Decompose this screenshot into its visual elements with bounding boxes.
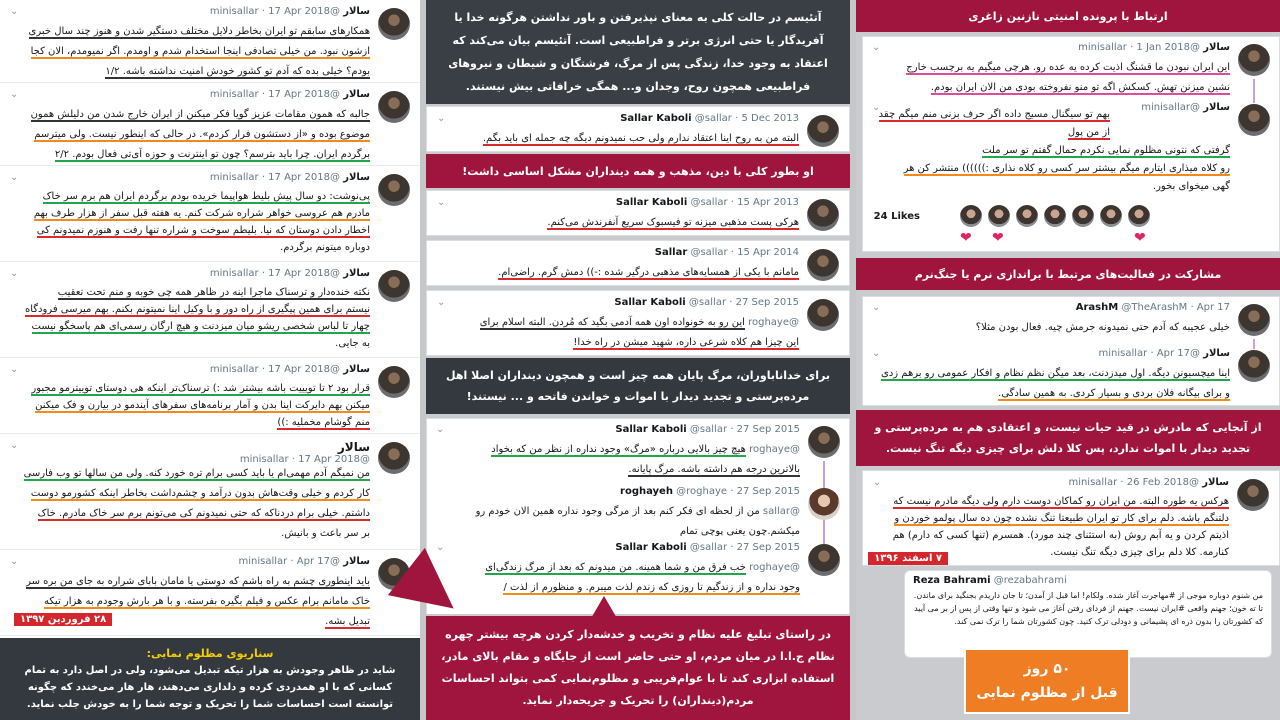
tweet-handle[interactable]: @minisallar xyxy=(1098,348,1201,359)
tweet-line: مادرم هم عروسی خواهر شراره شرکت کنم. یه هفته قبل سفر از هزار طرف بهم xyxy=(33,208,370,219)
tweet-line: من نمیگم آدم مهمی‌ام یا باید کسی برام تره خورد کنه. ولی من سالها تو وب فارسی xyxy=(23,468,370,479)
tweet-card[interactable] xyxy=(426,480,850,536)
reply-mention[interactable]: @roghaye xyxy=(749,444,800,455)
tweet-handle[interactable]: @minisallar xyxy=(1078,42,1201,53)
tweet-card[interactable] xyxy=(862,342,1280,404)
tweet-handle[interactable]: @sallar xyxy=(694,113,732,124)
tweet-line: میکشم.چون یعنی پوچی تمام xyxy=(679,526,800,536)
tweet-text xyxy=(14,380,370,431)
banner xyxy=(856,410,1280,466)
intro-box xyxy=(426,0,850,104)
tweet-author[interactable]: Sallar Kaboli xyxy=(615,542,687,553)
tweet-text xyxy=(14,188,370,256)
heart-icon: ❤ xyxy=(1134,230,1146,246)
avatar[interactable] xyxy=(1238,44,1270,76)
chevron-down-icon[interactable]: ⌄ xyxy=(10,440,19,451)
tweet-card[interactable] xyxy=(0,358,420,434)
tweet-handle[interactable]: @minisallar xyxy=(209,364,341,375)
tweet-handle[interactable]: @sallar xyxy=(690,197,728,208)
avatar[interactable] xyxy=(808,544,840,576)
tweet-date[interactable]: · 17 Apr 2018 xyxy=(261,268,331,279)
tweet-line: و برای بیگانه فلان بردی و بسیار کردی. به همین سادگی. xyxy=(998,388,1230,399)
left-column xyxy=(0,0,420,720)
tweet-line: هیچ چیز بالایی درباره «مرگ» وجود نداره از نظر من که بخواد xyxy=(491,444,746,455)
tweet-handle[interactable]: @roghaye xyxy=(676,486,728,497)
tweet-card[interactable] xyxy=(426,240,850,286)
tweet-text xyxy=(441,263,799,283)
tweet-author[interactable]: roghayeh xyxy=(620,486,673,497)
avatar[interactable] xyxy=(1044,205,1066,227)
tweet-card[interactable] xyxy=(426,190,850,236)
tweet-text xyxy=(876,58,1230,96)
chevron-down-icon[interactable]: ⌄ xyxy=(872,102,881,113)
tweet-line: این ایران نبودن ما قشنگ اذیت کرده یه عده رو. هرچی میگیم یه برچسب خارج xyxy=(906,62,1230,73)
tweet-author[interactable]: سالار xyxy=(343,556,370,567)
quote-author[interactable]: Reza Bahrami xyxy=(913,575,991,586)
avatar[interactable] xyxy=(960,205,982,227)
tweet-text xyxy=(441,313,799,353)
tweet-card[interactable] xyxy=(0,166,420,262)
tweet-text xyxy=(876,364,1230,404)
tweet-author[interactable]: سالار xyxy=(343,364,370,375)
tweet-text xyxy=(441,213,799,233)
heart-icon: ❤ xyxy=(992,230,1004,246)
quote-header[interactable] xyxy=(913,575,1067,586)
right-column xyxy=(856,0,1280,720)
banner-text: مشارکت در فعالیت‌های مرتبط با براندازی نرم یا جنگ‌نرم xyxy=(914,267,1222,281)
banner-text: او بطور کلی با دین، مذهب و همه دینداران مشکل اساسی داشت! xyxy=(462,164,814,178)
tweet-line: پی‌نوشت: دو سال پیش بلیط هواپیما خریده بودم برگردم ایران هم برم سر خاک xyxy=(42,191,370,202)
chevron-down-icon[interactable]: ⌄ xyxy=(437,297,446,308)
chevron-down-icon[interactable]: ⌄ xyxy=(873,477,882,488)
chevron-down-icon[interactable]: ⌄ xyxy=(10,268,19,279)
tweet-author[interactable]: Sallar xyxy=(654,247,688,258)
avatar[interactable] xyxy=(808,426,840,458)
tweet-card[interactable] xyxy=(862,36,1280,96)
tweet-date[interactable]: · 27 Sep 2015 xyxy=(730,486,800,497)
tweet-line: موضوع بوده و «از دستشون فرار کردم». در حالی که اینطور نیست. ولی میترسم xyxy=(34,129,370,140)
chevron-down-icon[interactable]: ⌄ xyxy=(437,113,446,124)
tweet-line: هرکس یه طوره البته. من ایران رو کماکان دوست دارم ولی دیگه مادرم نیست که xyxy=(893,496,1229,507)
tweet-line: همکارهای سابقم تو ایران بخاطر دلایل مختلف دستگیر شدن و هنوز چند سال خبری xyxy=(28,26,370,37)
tweet-date[interactable]: · 15 Apr 2013 xyxy=(730,197,799,208)
avatar[interactable] xyxy=(988,205,1010,227)
tweet-author[interactable]: سالار xyxy=(1203,42,1230,53)
chevron-down-icon[interactable]: ⌄ xyxy=(10,89,19,100)
days-count: ۵۰ روز xyxy=(1023,661,1071,677)
tweet-handle[interactable]: @minisallar xyxy=(239,454,370,465)
tweet-line: بودم؟ خیلی بده که آدم تو کشور خودش امنیت نداشته باشه. ۱/۲ xyxy=(105,66,370,77)
tweet-line: گرفتی که نتونی مظلوم نمایی نکردم حمال گفتم تو سر ملت xyxy=(982,145,1230,156)
tweet-date[interactable]: · 15 Apr 2014 xyxy=(730,247,799,258)
tweet-line: بالاترین درجه هم داشته باشه. مرگ پایانه. xyxy=(628,464,800,475)
scenario-text: شاید در ظاهر وجودش به هزار تیکه تبدیل می‌شود، ولی در اصل دارد به تمام کسانی که با او همدردی کرده و دلداری می‌دهند، هار هار می‌خندد که چگونه توانسته است احساسات شما را تحریک و توجه شما را به خودش جلب نماید. xyxy=(24,665,396,710)
tweet-line: کنارمه. کلا دلم برای چیزی دیگه تنگ نیست. xyxy=(1050,547,1229,558)
likes-count[interactable]: 24 Likes xyxy=(873,211,920,222)
avatar[interactable] xyxy=(807,299,839,331)
avatar[interactable] xyxy=(808,488,840,520)
tweet-author[interactable]: سالار xyxy=(1202,477,1229,488)
tweet-handle[interactable]: @minisallar xyxy=(209,172,341,183)
avatar[interactable] xyxy=(378,174,410,206)
tweet-text xyxy=(876,318,1230,338)
tweet-author[interactable]: سالار xyxy=(1203,348,1230,359)
tweet-line: به جایی. xyxy=(335,338,370,349)
tweet-author[interactable]: ArashM xyxy=(1075,302,1119,313)
quote-handle[interactable]: @rezabahrami xyxy=(993,575,1067,586)
tweet-text xyxy=(14,284,370,352)
chevron-down-icon[interactable]: ⌄ xyxy=(10,6,19,17)
chevron-down-icon[interactable]: ⌄ xyxy=(10,364,19,375)
chevron-down-icon[interactable]: ⌄ xyxy=(872,348,881,359)
tweet-text xyxy=(14,22,370,82)
tweet-line: چهار تا لباس شخصی ریشو میان میزدنت و هیچ ارگان رسمی‌ای هم پاسخگو نیست xyxy=(31,321,370,332)
tweet-text xyxy=(877,493,1229,561)
tweet-text xyxy=(440,502,800,536)
date-badge: ۲۸ فروردین ۱۳۹۷ xyxy=(14,613,112,626)
tweet-line: اینا میچسبونن دیگه. اول میدزدنت، بعد میگن نظم نظام و افکار عمومی رو برهم زدی xyxy=(881,368,1230,379)
tweet-line: کار کردم و خیلی وقت‌هاش بدون درآمد و چشم‌داشت بخاطر اینکه کشورمو دوست xyxy=(30,488,370,499)
tweet-text xyxy=(876,106,1230,196)
tweet-line: مامانم با یکی از همسایه‌های مذهبی درگیر شده :-)) دمش گرم. راضی‌ام. xyxy=(498,267,799,278)
tweet-line: بهم تو سیگنال مسیج داده اگر حرف بزنی منم میگم چقد از من پول xyxy=(878,109,1110,138)
tweet-text xyxy=(14,464,370,544)
tweet-line: خیلی عجیبه که آدم حتی نمیدونه جرمش چیه. فعال بودن مثلا؟ xyxy=(975,322,1230,333)
banner-text: برای خداناباوران، مرگ پایان همه چیز است و همچون دینداران اصلا اهل مرده‌پرستی و تجدید دیدار با اموات و خواندن فاتحه و ... نیستند! xyxy=(446,369,830,403)
middle-column xyxy=(426,0,850,720)
tweet-line: گهی میخوای بخور. xyxy=(1152,181,1230,192)
avatar[interactable] xyxy=(1238,350,1270,382)
reply-mention[interactable]: @sallar xyxy=(762,506,800,517)
tweet-author[interactable]: Sallar Kaboli xyxy=(615,197,688,208)
reply-mention[interactable]: @roghaye xyxy=(749,562,800,573)
tweet-card[interactable] xyxy=(0,83,420,166)
bottom-text: در راستای تبلیغ علیه نظام و تخریب و خدشه‌دار کردن هرچه بیشتر چهره نظام ج.ا.ا در میان مردم، او حتی حاضر است از جایگاه و مقام بالای مادر، استفاده ابزاری کند تا با عوام‌فریبی و مظلوم‌نمایی کمی بتواند احساسات مردم(دینداران) را تحریک و جریحه‌دار نماید. xyxy=(441,628,835,707)
avatar[interactable] xyxy=(378,442,410,474)
tweet-date[interactable]: · 17 Apr 2018 xyxy=(291,454,360,465)
tweet-author[interactable]: سالار xyxy=(1203,102,1230,113)
tweet-line: باید اینطوری چشم به راه باشم که دوستی یا مامان بابای شراره به جای من بره سر xyxy=(26,576,370,587)
tweet-line: دوباره میتونم برگردم. xyxy=(280,242,370,253)
avatar[interactable] xyxy=(378,366,410,398)
tweet-line: نشین میزنن تهش. کسکش اگه تو منو نفروخته بودی من الان ایران بودم. xyxy=(930,82,1230,93)
avatar[interactable] xyxy=(1238,304,1270,336)
tweet-date[interactable]: · 1 Jan 2018 xyxy=(1130,42,1191,53)
tweet-line: قرار بود ۲ تا تویییت باشه بیشتر شد :) ترسناک‌تر اینکه هی دوستای توییترمو مجبور xyxy=(31,383,370,394)
tweet-card[interactable] xyxy=(426,290,850,356)
scenario-box xyxy=(0,638,420,720)
tweet-author[interactable]: سالار xyxy=(343,89,370,100)
tweet-line: این رو به خونواده اون همه آدمی بگید که مُردن. البته اسلام برای xyxy=(479,317,745,328)
chevron-down-icon[interactable]: ⌄ xyxy=(872,302,881,313)
chevron-down-icon[interactable]: ⌄ xyxy=(10,556,19,567)
tweet-date[interactable]: · 27 Sep 2015 xyxy=(730,424,800,435)
tweet-line: میکنن بهم دایرکت اینا بدن و آمار برنامه‌های سفرهای آیندمو در بیارن و فک میکنن xyxy=(35,400,370,411)
avatar[interactable] xyxy=(1237,479,1269,511)
tweet-line: البته من به روح اینا اعتقاد ندارم ولی حب نمیدونم دیگه چه جمله ای باید بگم. xyxy=(482,133,799,144)
tweet-date[interactable]: · Apr 17 xyxy=(290,556,331,567)
tweet-card[interactable] xyxy=(0,262,420,358)
tweet-text xyxy=(441,129,799,149)
tweet-author[interactable]: سالار xyxy=(343,172,370,183)
tweet-line: تبدیل بشه. xyxy=(325,616,370,627)
tweet-line: وجود نداره و از زندگیم تا روزی که زندم لذت میبرم. و منظورم از لذت / xyxy=(503,582,800,593)
tweet-line: اخطار دادن دوستان که نیا. بلیطم سوخت و شراره تنها رفت و هنوزم نمیدونم کی xyxy=(36,225,370,236)
tweet-card[interactable] xyxy=(426,536,850,612)
pointer-arrow xyxy=(590,596,618,620)
tweet-handle[interactable]: @minisallar xyxy=(209,6,341,17)
intro-text: آتئیسم در حالت کلی به معنای نپذیرفتن و باور نداشتن هرگونه خدا یا آفریدگار یا حتی انرژی برتر و فراطبیعی است. آتئیسم بیان می‌کند که اعتقاد به وجود خدا، زندگی پس از مرگ، فرشتگان و شیطان و نیروهای فراطبیعی همچون روح، وجدان و... همگی خرافاتی بیش نیستند. xyxy=(448,11,828,93)
tweet-date[interactable]: · 26 Feb 2018 xyxy=(1120,477,1190,488)
tweet-author[interactable]: سالار xyxy=(343,6,370,17)
tweet-card[interactable] xyxy=(426,106,850,152)
tweet-line: نکته خنده‌دار و ترسناک ماجرا اینه در ظاهر همه چی خوبه و منم تحت تعقیب xyxy=(57,287,370,298)
tweet-date[interactable]: · 17 Apr 2018 xyxy=(261,172,331,183)
tweet-date[interactable]: · 17 Apr 2018 xyxy=(261,6,331,17)
tweet-line: دلتنگم باشه. دلم برای کار تو ایران طبیعتا تنگ نشده چون ده سال پولمو خوردن و xyxy=(894,513,1229,524)
tweet-date[interactable]: · 27 Sep 2015 xyxy=(730,542,800,553)
tweet-handle[interactable]: @TheArashM xyxy=(1121,302,1188,313)
chevron-down-icon[interactable]: ⌄ xyxy=(437,197,446,208)
avatar[interactable] xyxy=(1238,104,1270,136)
tweet-date[interactable]: · 17 Apr 2018 xyxy=(261,364,331,375)
tweet-author[interactable]: Sallar Kaboli xyxy=(615,424,687,435)
avatar[interactable] xyxy=(1128,205,1150,227)
date-badge: ۷ اسفند ۱۳۹۶ xyxy=(868,552,948,565)
tweet-handle[interactable]: @minisallar xyxy=(209,89,341,100)
bottom-box xyxy=(426,616,850,720)
tweet-line: منم گوشام مخملیه :)) xyxy=(277,417,370,428)
tweet-card[interactable] xyxy=(426,418,850,480)
avatar[interactable] xyxy=(807,115,839,147)
tweet-line: هرکی پست مذهبی میزنه تو فیسبوک سریع آنفرندش می‌کنم. xyxy=(547,217,799,228)
tweet-handle[interactable]: @sallar xyxy=(689,542,728,553)
tweet-card[interactable] xyxy=(0,0,420,83)
tweet-line: این چیزا هم کلاه شرعی داره، شهید میشن در راه خدا! xyxy=(573,337,799,348)
avatar[interactable] xyxy=(1016,205,1038,227)
avatar[interactable] xyxy=(378,91,410,123)
tweet-handle[interactable]: @minisallar xyxy=(209,268,341,279)
tweet-handle[interactable]: @sallar xyxy=(690,247,728,258)
chevron-down-icon[interactable]: ⌄ xyxy=(436,542,445,553)
tweet-text xyxy=(14,105,370,165)
tweet-date[interactable]: · Apr 17 xyxy=(1190,302,1230,313)
tweet-line: ازشون نبود. من خیلی تصادفی اینجا استخدام شدم و اومدم. اگر نمیومدم، الان کجا xyxy=(30,46,370,57)
tweet-handle[interactable]: @minisallar xyxy=(1141,102,1201,113)
tweet-line: نیستم برای همین پیگیری از راه دور و با وکیل اینا نمیتونم بکنم. بهم میرسی فرودگاه xyxy=(24,304,370,315)
banner xyxy=(426,154,850,188)
tweet-line: خب فرق من و شما همینه. من میدونم که بعد از مرگ زندگی‌ای xyxy=(485,562,746,573)
tweet-date[interactable]: · 17 Apr 2018 xyxy=(261,89,331,100)
banner-text: از آنجایی که مادرش در قید حیات نیست، و اعتقادی هم به مرده‌پرستی و تجدید دیدار با اموات ندارد، پس کلا دلش برای چیزی دیگه تنگ نیست. xyxy=(874,421,1262,455)
banner xyxy=(856,0,1280,32)
tweet-line: بر سر باعث و بانیش. xyxy=(281,528,370,539)
tweet-line: جالبه که همون مقامات عزیز گویا فکر میکنن از ایران خارج شدن من دلیلش همون xyxy=(30,109,370,120)
tweet-handle[interactable]: @minisallar xyxy=(238,556,341,567)
avatar[interactable] xyxy=(807,249,839,281)
tweet-line: خاک مامانم برام عکس و فیلم بگیره بفرسته. و با هر بارش وجودم به هزار تیکه xyxy=(44,596,370,607)
avatar[interactable] xyxy=(807,199,839,231)
tweet-line: داشتم. خیلی برام دردناکه که حتی نمیدونم کی می‌تونم برم سر خاک مادرم. خاک xyxy=(37,508,370,519)
days-callout xyxy=(964,648,1130,714)
chevron-down-icon[interactable]: ⌄ xyxy=(872,42,881,53)
tweet-card[interactable] xyxy=(0,434,420,550)
avatar[interactable] xyxy=(378,8,410,40)
tweet-handle[interactable]: @sallar xyxy=(689,424,728,435)
banner xyxy=(856,258,1280,290)
tweet-text xyxy=(440,558,800,598)
heart-icon: ❤ xyxy=(960,230,972,246)
banner-text: ارتباط با پرونده امنیتی نازنین زاغری xyxy=(968,9,1168,23)
tweet-author[interactable]: سالار xyxy=(337,440,370,454)
tweet-handle[interactable]: @minisallar xyxy=(1068,477,1200,488)
banner xyxy=(426,358,850,414)
tweet-handle[interactable]: @sallar xyxy=(688,297,727,308)
tweet-author[interactable]: Sallar Kaboli xyxy=(620,113,692,124)
tweet-card[interactable] xyxy=(862,96,1280,200)
tweet-line: برگردم ایران. چرا باید بترسم؟ چون تو اینترنت و حوزه آی‌تی فعال بودم. ۲/۲ xyxy=(54,149,370,160)
chevron-down-icon[interactable]: ⌄ xyxy=(10,172,19,183)
chevron-down-icon[interactable]: ⌄ xyxy=(436,424,445,435)
tweet-line: رو کلاه میذاری ایتارم میگم بیشتر سر کسی رو کلاه نذاری :)))))) منتشر کن هر xyxy=(903,163,1230,174)
tweet-line: اذیتم کردن و یه آبم روش (به استثنای چند مورد). همسرم (تنها کسی که دارم) هم xyxy=(892,530,1229,541)
avatar[interactable] xyxy=(1072,205,1094,227)
tweet-date[interactable]: · Apr 17 xyxy=(1150,348,1191,359)
avatar[interactable] xyxy=(378,270,410,302)
quoted-tweet[interactable] xyxy=(904,570,1272,658)
scenario-title: سناریوی مظلوم نمایی: xyxy=(146,647,274,660)
tweet-card[interactable] xyxy=(862,296,1280,344)
quote-text: من شنوم دوباره موجی از #مهاجرت آغاز شده. ولکام! اما قبل از آمدن؛ تا جان داریدم بجنگید برای ماندن. تا ته خون؛ جهنم واقعی #ایران نیست. جهنم از فردای رفتن آغاز می شود و تنها وقتی از پس از بر می آیید که کشورتان را بدون ذره ای پشیمانی و دودلی ترک کنید. چون کشورتان شما را ترک نمی کند. xyxy=(913,591,1263,626)
tweet-date[interactable]: · 27 Sep 2015 xyxy=(729,297,799,308)
tweet-author[interactable]: سالار xyxy=(343,268,370,279)
tweet-date[interactable]: · 5 Dec 2013 xyxy=(735,113,799,124)
tweet-author[interactable]: Sallar Kaboli xyxy=(614,297,686,308)
reply-mention[interactable]: @roghaye xyxy=(748,317,799,328)
avatar[interactable] xyxy=(1100,205,1122,227)
tweet-text xyxy=(440,440,800,480)
days-caption: قبل از مظلوم نمایی xyxy=(976,685,1118,701)
tweet-line: من از لحظه ای فکر کنم بعد از مرگی وجود نداره همین الان خودم رو xyxy=(475,506,760,517)
